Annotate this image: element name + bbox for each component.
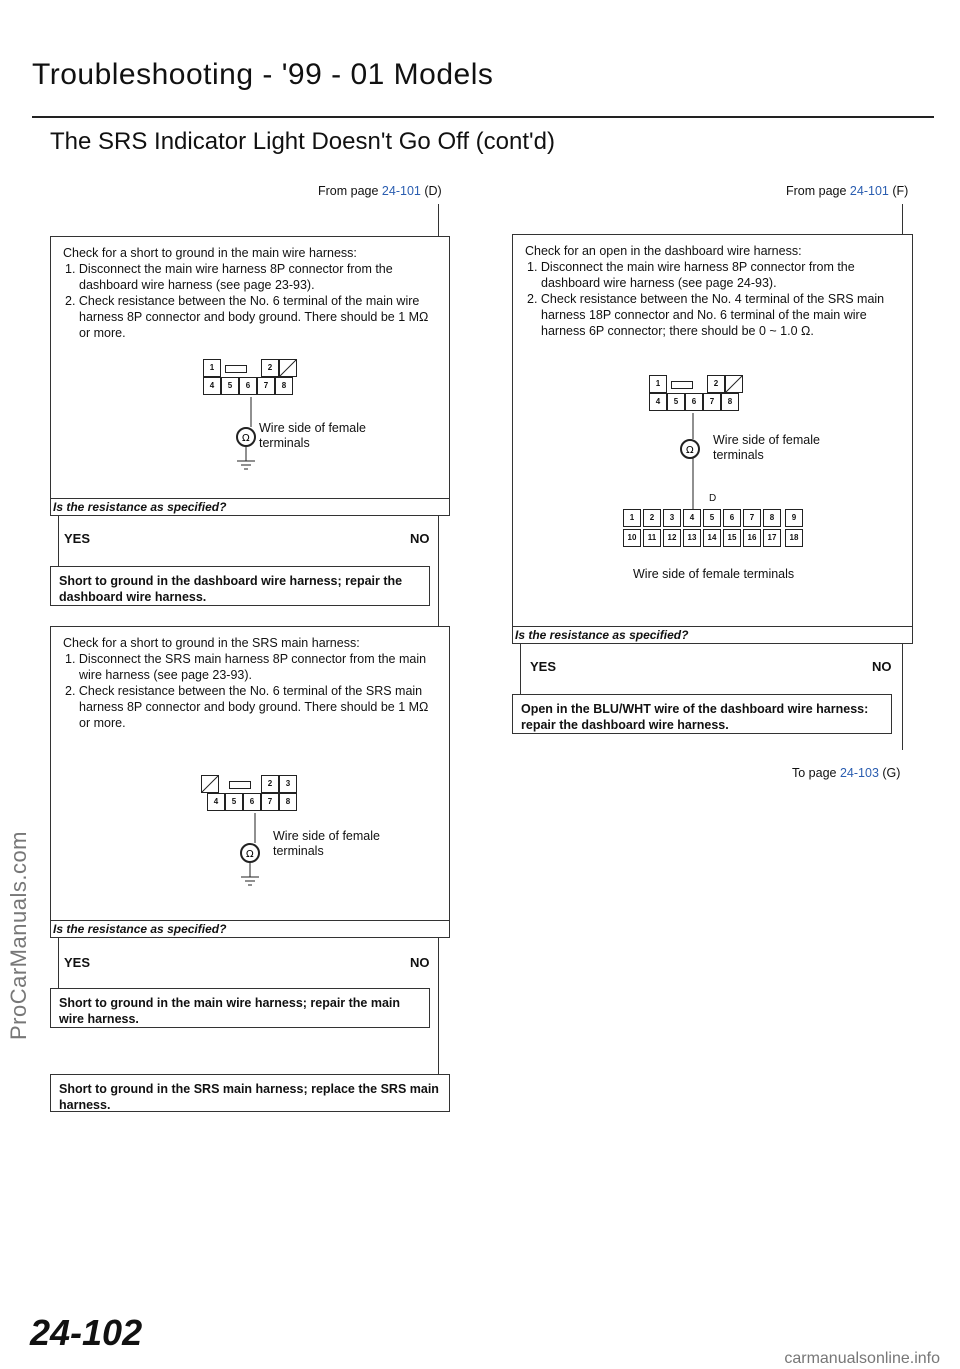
flow-line [902,204,903,234]
connector-lock-tab [229,781,251,789]
ohmmeter-probe-ground-icon [235,813,275,893]
bottom-watermark: carmanualsonline.info [784,1350,940,1367]
yes-label: YES [64,531,91,546]
right-to-ref: To page 24-103 (G) [792,766,901,780]
flow-line [438,516,439,626]
no-label: NO [410,531,430,546]
yes-label: YES [64,955,91,970]
flow-line [520,644,521,694]
left-from-ref: From page 24-101 (D) [318,184,442,198]
step-instructions: Check for an open in the dashboard wire harness: 1. Disconnect the main wire harness 8P connector from the dashboard wire harness (see page 24-93). 2. Check resistance between the No. 4 terminal of the SRS main harness 18P connector and No. 6 terminal of the main wire harness 6P connector; there should be 0 ~ 1.0 Ω. [525,244,885,338]
page-number: 24-102 [30,1312,143,1353]
from-page-link-f[interactable]: 24-101 [849,184,889,198]
step-instructions: Check for a short to ground in the SRS main harness: 1. Disconnect the SRS main harness 8P connector from the main wire harness (see page 23-93). 2. Check resistance between the No. 6 terminal of the SRS main harness 8P connector and body ground. There should be 1 MΩ or more. [63,636,429,730]
step-instructions: Check for a short to ground in the main wire harness: 1. Disconnect the main wire harness 8P connector from the dashboard wire harness (see page 23-93). 2. Check resistance between the No. 6 terminal of the main wire harness 8P connector and body ground. There should be 1 MΩ or more. [63,246,429,340]
title-divider [32,116,934,118]
flow-line [58,516,59,566]
to-page-link-g[interactable]: 24-103 [839,766,879,780]
result-box-main-harness-short: Short to ground in the main wire harness; repair the main wire harness. [50,988,430,1028]
d-marker-label: D [709,493,717,504]
connector-lock-tab [225,365,247,373]
page-title: Troubleshooting - '99 - 01 Models [32,58,494,91]
from-page-link-d[interactable]: 24-101 [381,184,421,198]
wire-side-label-18p: Wire side of female terminals [633,567,795,581]
result-box-srs-harness-replace: Short to ground in the SRS main harness; replace the SRS main harness. [50,1074,450,1112]
question-label: Is the resistance as specified? [51,920,449,937]
side-watermark: ProCarManuals.com [6,830,31,1040]
connector-18p-diagram: 1 2 3 4 5 6 7 8 9 10 11 12 13 14 15 16 17 18 [623,509,813,549]
wire-side-label: Wire side of female terminals [713,433,820,462]
connector-8p-diagram: 2 3 4 5 6 7 8 [201,775,301,815]
step-box-dashboard-open [512,234,913,644]
flow-line [438,938,439,1074]
question-label: Is the resistance as specified? [513,626,912,643]
blank-cavity-icon [279,359,297,377]
ohmmeter-probe-icon [673,413,713,513]
flow-line [438,204,439,236]
blank-cavity-icon [201,775,219,793]
no-label: NO [410,955,430,970]
svg-text:Ω: Ω [246,849,254,860]
svg-text:Ω: Ω [242,433,250,444]
step-box-main-harness-short [50,236,450,516]
flow-line [58,938,59,988]
yes-label: YES [530,659,557,674]
connector-8p-diagram: 1 2 4 5 6 7 8 [643,375,743,415]
blank-cavity-icon [725,375,743,393]
step-box-srs-harness-short [50,626,450,938]
result-box-dashboard-short: Short to ground in the dashboard wire harness; repair the dashboard wire harness. [50,566,430,606]
flow-line [902,644,903,750]
section-subtitle: The SRS Indicator Light Doesn't Go Off (cont'd) [50,128,555,155]
no-label: NO [872,659,892,674]
connector-8p-diagram: 1 2 4 5 6 7 8 [197,359,297,399]
connector-lock-tab [671,381,693,389]
wire-side-label: Wire side of female terminals [259,421,366,450]
result-box-dashboard-open: Open in the BLU/WHT wire of the dashboard wire harness: repair the dashboard wire harness. [512,694,892,734]
question-label: Is the resistance as specified? [51,498,449,515]
right-from-ref: From page 24-101 (F) [786,184,909,198]
wire-side-label: Wire side of female terminals [273,829,380,858]
svg-text:Ω: Ω [686,445,694,456]
